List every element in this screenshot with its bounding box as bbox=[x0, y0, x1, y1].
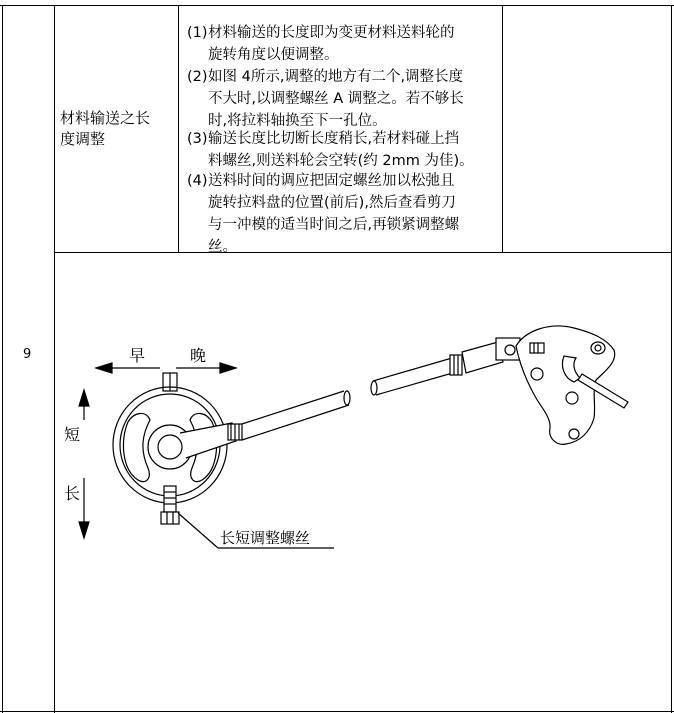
length-arrows bbox=[64, 390, 89, 538]
step-4-line-1: 送料时间的调应把固定螺丝加以松弛且 bbox=[208, 173, 455, 189]
timing-arrows bbox=[96, 346, 236, 373]
row-number: 9 bbox=[23, 347, 32, 362]
step-2-line-2: 不大时,以调整螺丝 A 调整之。若不够长 bbox=[208, 91, 464, 107]
step-4-line-2: 旋转拉料盘的位置(前后),然后查看剪刀 bbox=[208, 195, 456, 211]
step-1-line-2: 旋转角度以便调整。 bbox=[208, 47, 339, 63]
step-4-number: (4) bbox=[187, 173, 208, 189]
step-1-number: (1) bbox=[187, 25, 208, 41]
label-late: 晚 bbox=[190, 346, 207, 365]
step-4-line-3: 与一冲模的适当时间之后,再锁紧调整螺 bbox=[208, 217, 460, 233]
item-title-line-2: 度调整 bbox=[60, 130, 106, 148]
step-1-line-1: 材料输送的长度即为变更材料送料轮的 bbox=[208, 25, 455, 41]
label-early: 早 bbox=[129, 346, 146, 365]
step-2-line-1: 如图 4所示,调整的地方有二个,调整长度 bbox=[208, 69, 464, 85]
step-2-line-3: 时,将拉料轴换至下一孔位。 bbox=[208, 113, 387, 129]
step-3-number: (3) bbox=[187, 131, 208, 147]
label-adjust-screw: 长短调整螺丝 bbox=[220, 529, 311, 547]
feed-disc-assembly bbox=[113, 373, 350, 548]
feed-lever-assembly bbox=[371, 326, 628, 444]
step-2-number: (2) bbox=[187, 69, 208, 85]
label-short: 短 bbox=[64, 425, 81, 444]
step-4-line-4: 丝。 bbox=[208, 239, 237, 255]
step-3-line-1: 输送长度比切断长度稍长,若材料碰上挡 bbox=[208, 131, 460, 147]
label-long: 长 bbox=[64, 484, 81, 503]
step-3-line-2: 料螺丝,则送料轮会空转(约 2mm 为佳)。 bbox=[208, 153, 474, 169]
item-title-line-1: 材料输送之长 bbox=[60, 109, 151, 127]
